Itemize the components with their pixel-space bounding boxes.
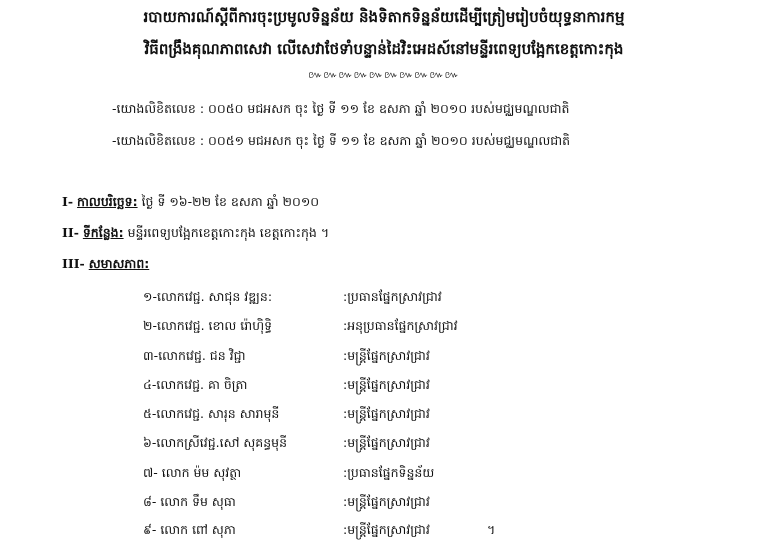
reference-letter-1: -យោងលិខិតលេខ : ០០៥០ មជអសក ចុះ ថ្ងៃ ទី ១១ ខែ ឧសភា ឆ្នាំ ២០១០ របស់មជ្ឈមណ្ឌលជាតិ xyxy=(112,101,570,116)
section-location-number: II- xyxy=(62,225,79,240)
member-role: :មន្ត្រីផ្នែកស្រាវជ្រាវ xyxy=(343,406,430,421)
member-name: ៦-លោកស្រីវេជ្ជ.សៅ សុគន្ធមុនី xyxy=(143,435,288,450)
section-period xyxy=(62,194,319,213)
member-role: :អនុប្រធានផ្នែកស្រាវជ្រាវ xyxy=(343,318,458,333)
member-name: ៣-លោកវេជ្ជ. ជន វិជ្ជា xyxy=(143,348,246,363)
section-period-value: ថ្ងៃ ទី ១៦-២២ ខែ ឧសភា ឆ្នាំ ២០១០ xyxy=(141,194,320,209)
section-members-number: III- xyxy=(62,256,85,271)
member-name: ៩- លោក ពៅ សុភា xyxy=(143,522,236,537)
report-title-line-2: វិធីពង្រឹងគុណភាពសេវា លើសេវាថែទាំបន្ទាន់ដៃវិះអេដស៍នៅមន្ទីរពេទ្យបង្អែកខេត្តកោះកុង xyxy=(144,40,624,58)
member-role: :ប្រធានផ្នែកទិន្នន័យ xyxy=(343,465,435,480)
section-location xyxy=(62,225,329,244)
member-name: ៤-លោកវេជ្ជ. គា ចិត្រា xyxy=(143,377,248,392)
end-of-list-mark: ។ xyxy=(487,522,496,537)
reference-letter-2: -យោងលិខិតលេខ : ០០៥១ មជអសក ចុះ ថ្ងៃ ទី ១១ ខែ ឧសភា ឆ្នាំ ២០១០ របស់មជ្ឈមណ្ឌលជាតិ xyxy=(112,133,571,148)
section-members-heading: សមាសភាព: xyxy=(88,256,150,271)
member-role: :ប្រធានផ្នែកស្រាវជ្រាវ xyxy=(343,289,442,304)
member-role: :មន្ត្រីផ្នែកស្រាវជ្រាវ xyxy=(343,377,430,392)
section-location-heading: ទីកន្លែង: xyxy=(82,225,124,240)
member-role: :មន្ត្រីផ្នែកស្រាវជ្រាវ xyxy=(343,522,430,537)
member-name: ៧- លោក ម៉ម សុវត្ថា xyxy=(143,465,242,480)
section-period-number: I- xyxy=(62,194,74,209)
member-name: ២-លោកវេជ្ជ. ខោល រ៉ោហ៊ិទ្ធិ xyxy=(143,318,273,333)
member-role: :មន្ត្រីផ្នែកស្រាវជ្រាវ xyxy=(343,435,430,450)
member-name: ៨- លោក ទឹម សុធា xyxy=(143,494,236,509)
member-name: ៥-លោកវេជ្ជ. សារុន សារាមុនី xyxy=(143,406,280,421)
report-title-line-1: របាយការណ៍ស្ដីពីការចុះប្រមូលទិន្នន័យ និងទិតាកទិន្នន័យដើម្បីត្រៀមរៀបចំយុទ្ធនាការកម្ម xyxy=(143,8,625,26)
title-ornament: ៚៚៚៚៚៚៚៚៚៚ xyxy=(308,70,460,81)
section-location-value: មន្ទីរពេទ្យបង្អែកខេត្តកោះកុង ខេត្តកោះកុង ។ xyxy=(127,225,330,240)
member-role: :មន្ត្រីផ្នែកស្រាវជ្រាវ xyxy=(343,348,430,363)
member-name: ១-លោកវេជ្ជ. សាជុន វឌ្ឍន: xyxy=(143,289,273,304)
section-members xyxy=(62,256,149,275)
section-period-heading: កាលបរិច្ឆេទ: xyxy=(77,194,138,209)
member-role: :មន្ត្រីផ្នែកស្រាវជ្រាវ xyxy=(343,494,430,509)
